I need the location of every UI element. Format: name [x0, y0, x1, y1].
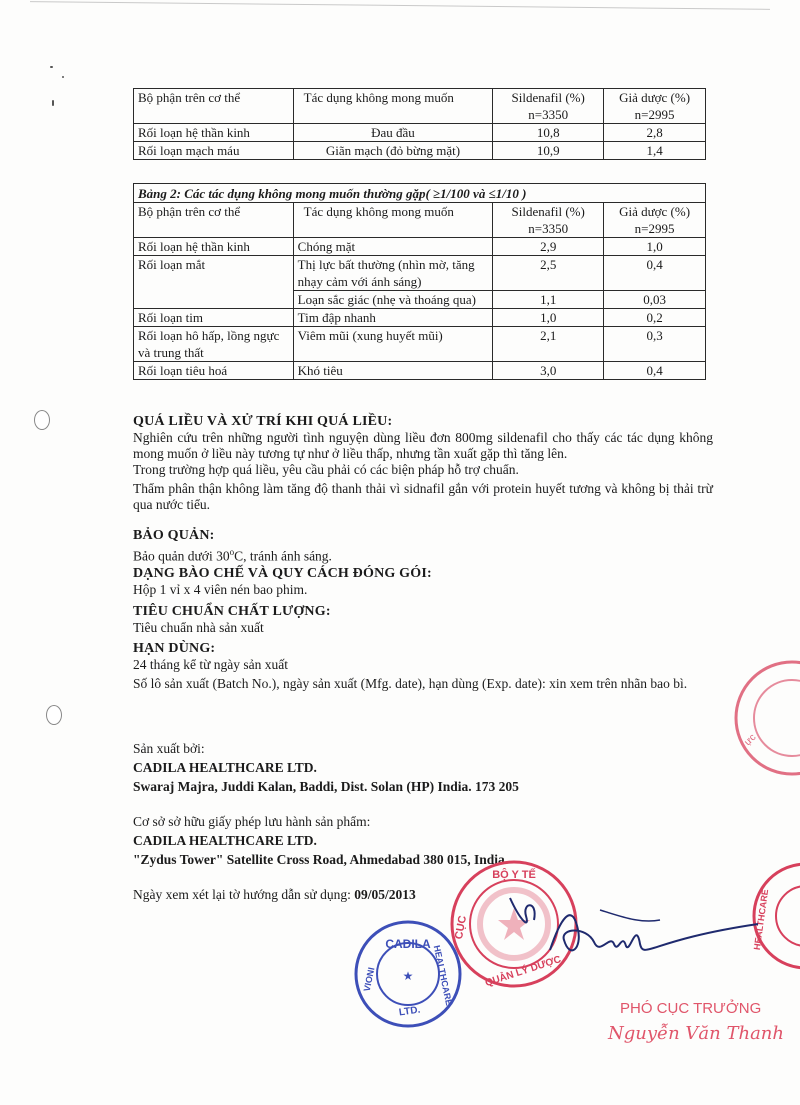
table-row	[134, 124, 706, 142]
packaging-section	[133, 566, 713, 598]
partial-stamp-text: HEALTHCARE	[751, 888, 771, 951]
storage-heading: BẢO QUẢN:	[133, 528, 215, 543]
cell-effect: Tim đập nhanh	[293, 309, 493, 327]
license-holder-section	[133, 812, 713, 869]
cell-placebo: 0,2	[604, 309, 706, 327]
adverse-effects-table-2	[133, 183, 706, 380]
cell-body-part: Rối loạn hệ thần kinh	[134, 238, 294, 256]
quality-section	[133, 604, 713, 636]
handwritten-signature	[490, 880, 770, 980]
overdose-paragraph-3: Thẩm phân thận không làm tăng độ thanh thải vì sidnafil gắn với protein huyết tương và không bị thải trừ qua nước tiểu.	[133, 481, 713, 512]
cell-body-part: Rối loạn hệ thần kinh	[134, 124, 294, 142]
header-body-part: Bộ phận trên cơ thể	[134, 203, 294, 238]
stamp-text-bottom: QUẢN LÝ DƯỢC	[483, 954, 563, 990]
cell-effect: Thị lực bất thường (nhìn mờ, tăng nhạy cảm với ánh sáng)	[293, 256, 493, 291]
official-name: Nguyễn Văn Thanh	[608, 1023, 784, 1044]
table-header-row	[134, 89, 706, 124]
table-row	[134, 238, 706, 256]
cell-effect: Chóng mặt	[293, 238, 493, 256]
table-row	[134, 327, 706, 362]
stamp-text-top: BỘ Y TẾ	[492, 869, 536, 881]
scan-speck	[52, 100, 54, 106]
cell-sildenafil: 2,9	[493, 238, 604, 256]
manufacturer-name: CADILA HEALTHCARE LTD.	[133, 760, 317, 775]
cell-effect: Giãn mạch (đỏ bừng mặt)	[293, 142, 493, 160]
cell-effect: Khó tiêu	[293, 362, 493, 380]
scan-speck	[62, 76, 64, 78]
scan-edge-line	[30, 1, 770, 10]
packaging-heading: DẠNG BÀO CHẾ VÀ QUY CÁCH ĐÓNG GÓI:	[133, 566, 432, 581]
stamp-text-left: VIONI	[361, 966, 377, 993]
cell-placebo: 2,8	[604, 124, 706, 142]
table-caption: Bảng 2: Các tác dụng không mong muốn thường gặp( ≥1/100 và ≤1/10 )	[134, 184, 706, 203]
cell-sildenafil: 3,0	[493, 362, 604, 380]
storage-text: Bảo quản dưới 30$^o$C, tránh ánh sáng.	[133, 547, 332, 564]
header-effect: Tác dụng không mong muốn	[293, 203, 493, 238]
header-sildenafil: Sildenafil (%) n=3350	[493, 203, 604, 238]
table-row	[134, 256, 706, 291]
cell-placebo: 0,03	[604, 291, 706, 309]
overdose-heading: QUÁ LIỀU VÀ XỬ TRÍ KHI QUÁ LIỀU:	[133, 414, 393, 429]
expiry-line-2: Số lô sản xuất (Batch No.), ngày sản xuất (Mfg. date), hạn dùng (Exp. date): xin xem trên nhãn bao bì.	[133, 676, 688, 691]
cell-placebo: 1,4	[604, 142, 706, 160]
expiry-line-1: 24 tháng kể từ ngày sản xuất	[133, 657, 289, 672]
cell-effect: Viêm mũi (xung huyết mũi)	[293, 327, 493, 362]
cell-effect: Loạn sắc giác (nhẹ và thoáng qua)	[293, 291, 493, 309]
review-date-label: Ngày xem xét lại tờ hướng dẫn sử dụng:	[133, 887, 355, 902]
adverse-effects-table-1	[133, 88, 706, 160]
official-title: PHÓ CỤC TRƯỞNG	[620, 1000, 762, 1017]
quality-heading: TIÊU CHUẨN CHẤT LƯỢNG:	[133, 604, 331, 619]
table-row	[134, 362, 706, 380]
cell-placebo: 1,0	[604, 238, 706, 256]
stamp-text-right: HEALTHCARE	[431, 944, 455, 1007]
table-row	[134, 142, 706, 160]
cell-placebo: 0,3	[604, 327, 706, 362]
cell-sildenafil: 1,0	[493, 309, 604, 327]
cell-body-part: Rối loạn tiêu hoá	[134, 362, 294, 380]
overdose-paragraph-2: Trong trường hợp quá liều, yêu cầu phải có các biện pháp hỗ trợ chuẩn.	[133, 462, 519, 477]
header-placebo: Giả dược (%) n=2995	[604, 203, 706, 238]
punch-hole	[34, 410, 50, 430]
stamp-text-top: CADILA	[385, 937, 431, 951]
license-holder-address: "Zydus Tower" Satellite Cross Road, Ahmedabad 380 015, India.	[133, 852, 509, 867]
header-sildenafil: Sildenafil (%) n=3350	[493, 89, 604, 124]
cell-sildenafil: 10,8	[493, 124, 604, 142]
table-header-row	[134, 203, 706, 238]
punch-hole	[46, 705, 62, 725]
official-signer	[608, 1000, 784, 1044]
cell-sildenafil: 2,1	[493, 327, 604, 362]
cell-sildenafil: 10,9	[493, 142, 604, 160]
cell-placebo: 0,4	[604, 256, 706, 291]
table-caption-row	[134, 184, 706, 203]
manufacturer-address: Swaraj Majra, Juddi Kalan, Baddi, Dist. Solan (HP) India. 173 205	[133, 779, 519, 794]
cell-body-part: Rối loạn tim	[134, 309, 294, 327]
cell-body-part: Rối loạn mạch máu	[134, 142, 294, 160]
cell-body-part: Rối loạn hô hấp, lồng ngực và trung thất	[134, 327, 294, 362]
packaging-text: Hộp 1 vỉ x 4 viên nén bao phim.	[133, 582, 308, 597]
header-effect: Tác dụng không mong muốn	[293, 89, 493, 124]
cell-effect: Đau đầu	[293, 124, 493, 142]
stamp-text-left: CỤC	[453, 914, 470, 941]
license-holder-name: CADILA HEALTHCARE LTD.	[133, 833, 317, 848]
manufacturer-section	[133, 739, 713, 796]
overdose-section	[133, 414, 713, 513]
overdose-paragraph-1: Nghiên cứu trên những người tình nguyện dùng liều đơn 800mg sildenafil cho thấy các tác dụng không mong muốn ở liều này tương tự như ở liều thấp, nhưng tần xuất gặp thì tăng lên.	[133, 430, 713, 461]
license-holder-label: Cơ sở sở hữu giấy phép lưu hành sản phẩm:	[133, 814, 371, 829]
quality-text: Tiêu chuẩn nhà sản xuất	[133, 620, 264, 635]
cell-sildenafil: 1,1	[493, 291, 604, 309]
table-row	[134, 309, 706, 327]
storage-section	[133, 528, 713, 565]
review-date-value: 09/05/2013	[354, 887, 416, 902]
cell-sildenafil: 2,5	[493, 256, 604, 291]
expiry-section	[133, 641, 713, 692]
header-body-part: Bộ phận trên cơ thể	[134, 89, 294, 124]
cell-body-part: Rối loạn mắt	[134, 256, 294, 309]
expiry-heading: HẠN DÙNG:	[133, 641, 216, 656]
stamp-star-icon: ★	[402, 969, 414, 983]
scan-speck	[50, 66, 53, 68]
partial-stamp-top-right	[726, 660, 800, 780]
partial-stamp-text: ực	[742, 732, 759, 749]
stamp-text-bottom: LTD.	[398, 1004, 422, 1019]
cell-placebo: 0,4	[604, 362, 706, 380]
manufacturer-label: Sản xuất bởi:	[133, 741, 205, 756]
header-placebo: Giả dược (%) n=2995	[604, 89, 706, 124]
